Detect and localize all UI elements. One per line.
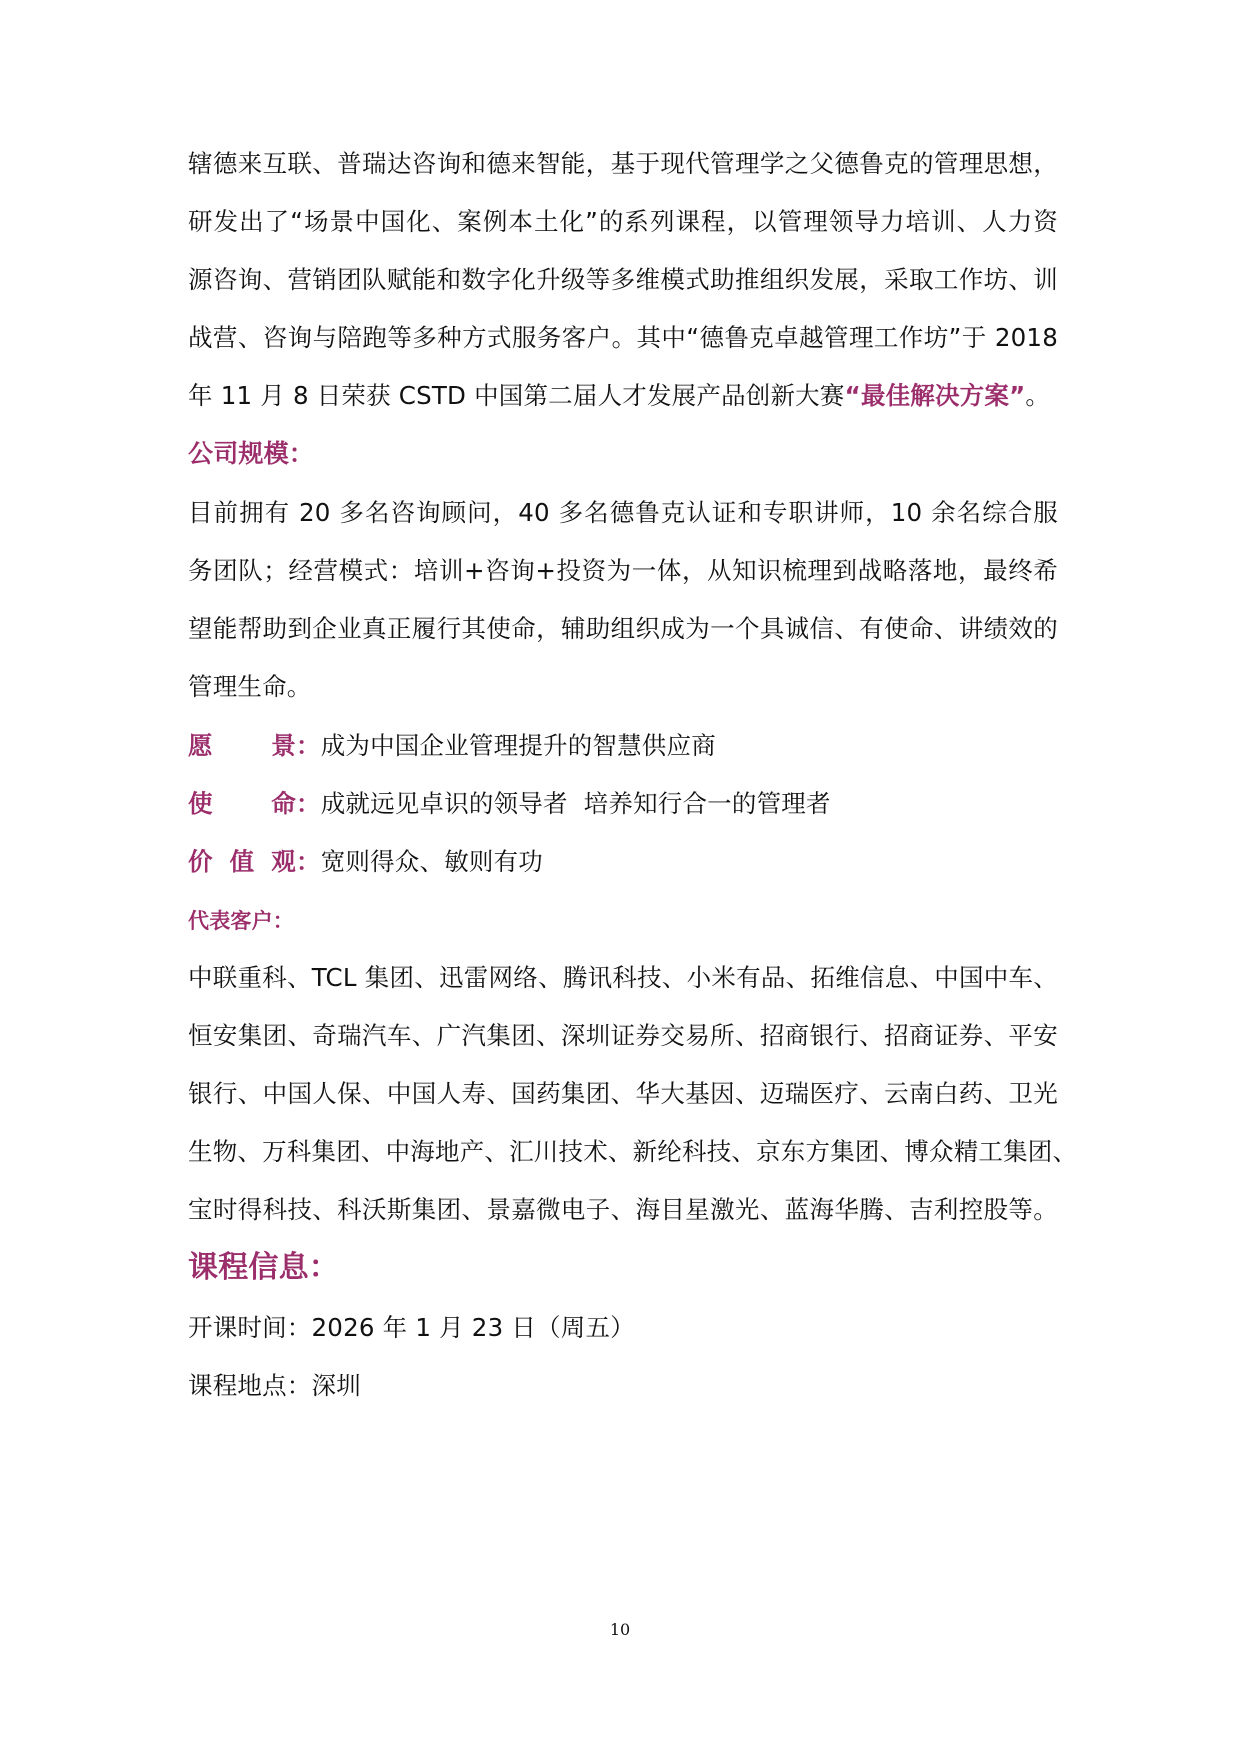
company-scale-line-3: 望能帮助到企业真正履行其使命，辅助组织成为一个具诚信、有使命、讲绩效的	[188, 614, 1058, 643]
mission-label: 使 命	[188, 789, 296, 818]
vision-row: 愿 景 ：成为中国企业管理提升的智慧供应商	[188, 731, 716, 760]
company-scale-line-1: 目前拥有 20 多名咨询顾问，40 多名德鲁克认证和专职讲师，10 余名综合服	[188, 498, 1058, 527]
award-highlight: “最佳解决方案”	[844, 381, 1026, 410]
company-scale-line-4: 管理生命。	[188, 672, 312, 701]
intro-line-4: 战营、咨询与陪跑等多种方式服务客户。其中“德鲁克卓越管理工作坊”于 2018	[188, 323, 1058, 352]
company-scale-heading: 公司规模：	[188, 439, 315, 468]
clients-line-4: 生物、万科集团、中海地产、汇川技术、新纶科技、京东方集团、博众精工集团、	[188, 1137, 1078, 1166]
intro-line-3: 源咨询、营销团队赋能和数字化升级等多维模式助推组织发展，采取工作坊、训	[188, 265, 1058, 294]
clients-line-1: 中联重科、TCL 集团、迅雷网络、腾讯科技、小米有品、拓维信息、中国中车、	[188, 963, 1058, 992]
clients-heading: 代表客户：	[188, 909, 294, 933]
core-values-label: 价 值 观	[188, 847, 296, 876]
clients-line-3: 银行、中国人保、中国人寿、国药集团、华大基因、迈瑞医疗、云南白药、卫光	[188, 1079, 1058, 1108]
award-suffix: 。	[1025, 381, 1051, 410]
company-scale-line-2: 务团队；经营模式：培训+咨询+投资为一体，从知识梳理到战略落地，最终希	[188, 556, 1058, 585]
course-location: 课程地点：深圳	[188, 1371, 361, 1400]
course-info-heading: 课程信息：	[188, 1250, 339, 1285]
vision-label: 愿 景	[188, 731, 296, 760]
clients-line-5: 宝时得科技、科沃斯集团、景嘉微电子、海目星激光、蓝海华腾、吉利控股等。	[188, 1195, 1058, 1224]
mission-text: 成就远见卓识的领导者 培养知行合一的管理者	[320, 789, 831, 818]
intro-line-5	[188, 380, 1050, 412]
intro-line-2: 研发出了“场景中国化、案例本土化”的系列课程，以管理领导力培训、人力资	[188, 207, 1058, 236]
clients-line-2: 恒安集团、奇瑞汽车、广汽集团、深圳证券交易所、招商银行、招商证券、平安	[188, 1021, 1058, 1050]
award-text: 年 11 月 8 日荣获 CSTD 中国第二届人才发展产品创新大赛	[188, 381, 845, 410]
page-number: 10	[609, 1620, 631, 1639]
vision-text: 成为中国企业管理提升的智慧供应商	[320, 731, 716, 760]
course-start-time: 开课时间：2026 年 1 月 23 日（周五）	[188, 1313, 635, 1342]
intro-line-1: 辖德来互联、普瑞达咨询和德来智能，基于现代管理学之父德鲁克的管理思想，	[188, 149, 1058, 178]
core-values-text: 宽则得众、敏则有功	[320, 847, 544, 876]
mission-row: 使 命 ：成就远见卓识的领导者 培养知行合一的管理者	[188, 789, 831, 818]
core-values-row: 价 值 观 ：宽则得众、敏则有功	[188, 847, 544, 876]
